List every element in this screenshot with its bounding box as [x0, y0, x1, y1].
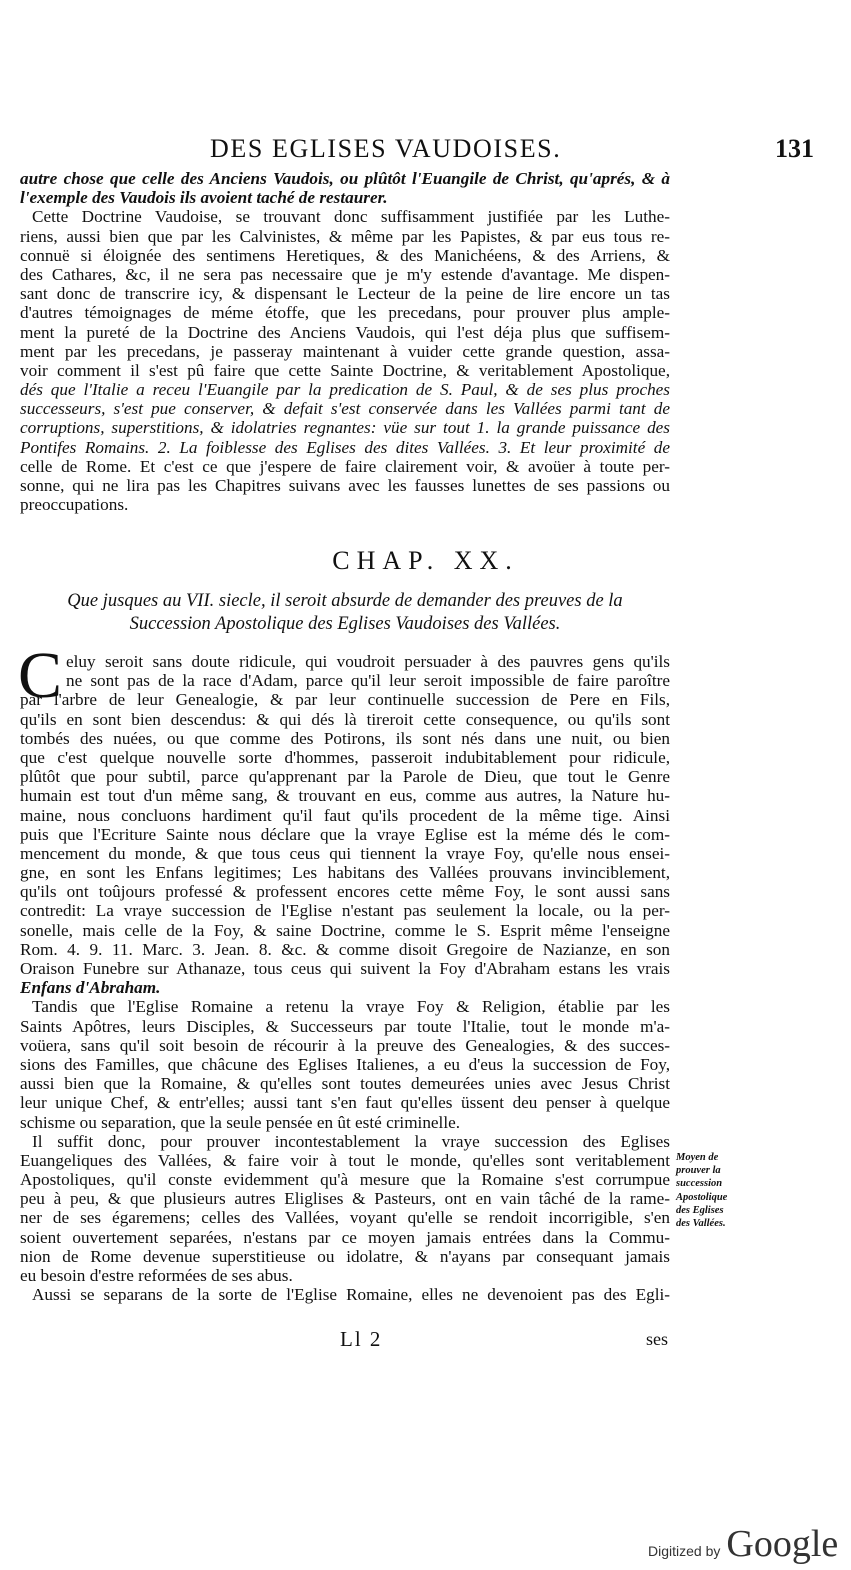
- text-line: mencement du monde, & que tous ceus qui tiennent la vraye Foy, qu'elle nous ensei-: [20, 843, 670, 863]
- margin-note-line: prouver la: [676, 1165, 721, 1177]
- signature-mark: Ll 2: [340, 1327, 383, 1351]
- text-line: Pontifes Romains. 2. La foiblesse des Eglises des dites Vallées. 3. Et leur proximité de: [20, 437, 670, 457]
- text-line: Aussi se separans de la sorte de l'Eglise Romaine, elles ne devenoient pas des Egli-: [32, 1285, 670, 1305]
- text-line: ne sont pas de la race d'Adam, parce qu'il leur seroit impossible de faire paroître: [66, 671, 670, 691]
- page-header: [0, 134, 851, 164]
- text-line: des Cathares, &c, il ne sera pas necessaire que je m'y estende d'avantage. Me dispen-: [20, 264, 670, 284]
- text-line: Apostoliques, qu'il conste evidemment qu'à mesure que la Romaine s'est corrumpue: [20, 1170, 670, 1190]
- text-line: Euangeliques des Vallées, & faire voir à tout le monde, qu'elles sont veritablement: [20, 1150, 670, 1170]
- text-line: voüera, sans qu'il soit besoin de récourir à la preuve des Genealogies, & des succes-: [20, 1035, 670, 1055]
- digitized-by-google-watermark: [648, 1522, 838, 1566]
- text-line: Rom. 4. 9. 11. Marc. 3. Jean. 8. &c. & comme disoit Gregoire de Nazianze, en son: [20, 939, 670, 959]
- text-line: gne, en sont les Enfans legitimes; Les habitans des Vallées prouvans invinciblement,: [20, 863, 670, 883]
- text-line: voir comment il s'est pû faire que cette Sainte Doctrine, & veritablement Apostolique,: [20, 360, 670, 380]
- text-line: ner de ses égaremens; celles des Vallées, voyant qu'elle se rendoit incorrigible, s'en: [20, 1208, 670, 1228]
- text-line: schisme ou separation, que la seule pensée en ût esté criminelle.: [20, 1112, 461, 1132]
- chapter-subtitle: [20, 590, 670, 636]
- text-line: Il suffit donc, pour prouver incontestablement la vraye succession des Eglises: [32, 1131, 670, 1151]
- continued-text-block: [20, 169, 670, 514]
- text-line: Cette Doctrine Vaudoise, se trouvant donc suffisamment justifiée par les Luthe-: [32, 207, 670, 227]
- text-line: Oraison Funebre sur Athanaze, tous ceus qui suivent la Foy d'Abraham estans les vrais: [20, 959, 670, 978]
- text-line: d'autres témoignages de méme étoffe, que les precedans, pour prouver plus ample-: [20, 303, 670, 323]
- text-line: peu à peu, & que plusieurs autres Eliglises & Pasteurs, ont en vain tâché de la rame-: [20, 1189, 670, 1209]
- catchword: ses: [646, 1329, 668, 1349]
- text-line: leur unique Chef, & entr'elles; aussi tant s'en faut qu'elles üssent deu penser à quelque: [20, 1093, 670, 1113]
- running-title: DES EGLISES VAUDOISES.: [210, 134, 562, 163]
- text-line: eu besoin d'estre reformées de ses abus.: [20, 1266, 293, 1285]
- google-logo: Google: [726, 1523, 839, 1565]
- text-line: l'exemple des Vaudois ils avoient taché de restaurer.: [20, 188, 388, 208]
- text-line: Tandis que l'Eglise Romaine a retenu la vraye Foy & Religion, établie par les: [32, 997, 670, 1017]
- margin-note-line: des Vallées.: [676, 1218, 726, 1230]
- text-line: Saints Apôtres, leurs Disciples, & Successeurs par toute l'Italie, tout le monde m'a-: [20, 1016, 670, 1036]
- text-line: plûtôt que pour subtil, parce qu'apprenant par la Parole de Dieu, que tout le Genre: [20, 767, 670, 787]
- text-line: sonne, qui ne lira pas les Chapitres suivans avec les fausses lunettes de ses passions ou: [20, 476, 670, 495]
- text-line: aussi bien que la Romaine, & qu'elles sont toutes demeurées unies avec Jesus Christ: [20, 1074, 670, 1094]
- margin-note-line: succession: [676, 1178, 723, 1190]
- text-line: qu'ils ont toûjours professé & professent encores cette même Foy, le sont aussi sans: [20, 882, 670, 902]
- text-line: par l'arbre de leur Genealogie, & par leur continuelle succession de Pere en Fils,: [20, 690, 670, 710]
- page-number: 131: [775, 134, 814, 163]
- text-line: ment la pureté de la Doctrine des Anciens Vaudois, qui l'est déja plus que suffisem-: [20, 322, 670, 342]
- text-line: que c'est quelque nouvelle sorte d'hommes, passeroit indubitablement pour ridicule,: [20, 747, 670, 767]
- text-line: sions des Familles, que châcune des Eglises Italienes, a eu d'eus la succession de Foy,: [20, 1054, 670, 1074]
- text-line: ment par les precedans, je passeray maintenant à vuider cette grande question, assa-: [20, 341, 670, 361]
- margin-note-line: des Eglises: [676, 1204, 724, 1216]
- chapter-subtitle-line: Que jusques au VII. siecle, il seroit absurde de demander des preuves de la: [67, 591, 623, 611]
- text-line: sant donc de transcrire icy, & dispensant le Lecteur de la peine de lire encore un tas: [20, 284, 670, 304]
- text-line: autre chose que celle des Anciens Vaudois, ou plûtôt l'Euangile de Christ, qu'aprés, & à: [20, 169, 670, 188]
- text-line: riens, aussi bien que par les Calvinistes, & même par les Papistes, & par eus tous re-: [20, 226, 670, 246]
- text-line: preoccupations.: [20, 495, 129, 515]
- text-line: puis que l'Ecriture Sainte nous déclare que la vraye Eglise est la méme dés le com-: [20, 824, 670, 844]
- text-line: successeurs, s'est pue conserver, & defait s'est conservée dans les Vallées parmi tant de: [20, 399, 670, 419]
- chapter-subtitle-line: Succession Apostolique des Eglises Vaudoises des Vallées.: [129, 614, 561, 634]
- margin-note-line: Apostolique: [676, 1191, 728, 1203]
- margin-note: [676, 1151, 746, 1230]
- text-line: contredit: La vraye succession de l'Eglise n'estant pas seulement la locale, ou la per-: [20, 901, 670, 921]
- chapter-body: [20, 652, 670, 1304]
- text-line: corruptions, superstitions, & idolatries regnantes: vüe sur tout 1. la grande puissance des: [20, 418, 670, 438]
- text-line: eluy seroit sans doute ridicule, qui voudroit persuader à des pauvres gens qu'ils: [66, 652, 670, 671]
- text-line: celle de Rome. Et c'est ce que j'espere de faire clairement voir, & avoüer à toute per-: [20, 456, 670, 476]
- text-line: connuë si éloignée des sentimens Heretiques, & des Manichéens, & des Arriens, &: [20, 245, 670, 265]
- chapter-heading: CHAP. XX.: [332, 546, 519, 575]
- margin-note-line: Moyen de: [676, 1152, 719, 1163]
- text-line: Enfans d'Abraham.: [20, 978, 161, 998]
- text-line: humain est tout d'un même sang, & trouvant en eus, comme aus autres, la Nature hu-: [20, 786, 670, 806]
- digitized-by-label: Digitized by: [648, 1543, 721, 1559]
- drop-cap: C: [18, 639, 63, 712]
- text-line: dés que l'Italie a receu l'Euangile par la predication de S. Paul, & de ses plus proches: [20, 380, 670, 400]
- text-line: nion de Rome devenue superstitieuse ou idolatre, & n'ayans par consequant jamais: [20, 1246, 670, 1266]
- text-line: soient ouvertement separées, n'estans par ce moyen jamais entrées dans la Commu-: [20, 1227, 670, 1247]
- text-line: qu'ils en sont bien descendus: & qui dés là tireroit cette consequence, ou qu'ils sont: [20, 709, 670, 729]
- text-line: maine, nous concluons hardiment qu'il faut qu'ils procedent de la même tige. Ainsi: [20, 805, 670, 825]
- text-line: tombés des nuées, ou que comme des Potirons, ils sont nés dans une nuit, ou bien: [20, 728, 670, 748]
- text-line: sonelle, mais celle de la Foy, & saine Doctrine, comme le S. Esprit même l'enseigne: [20, 920, 670, 940]
